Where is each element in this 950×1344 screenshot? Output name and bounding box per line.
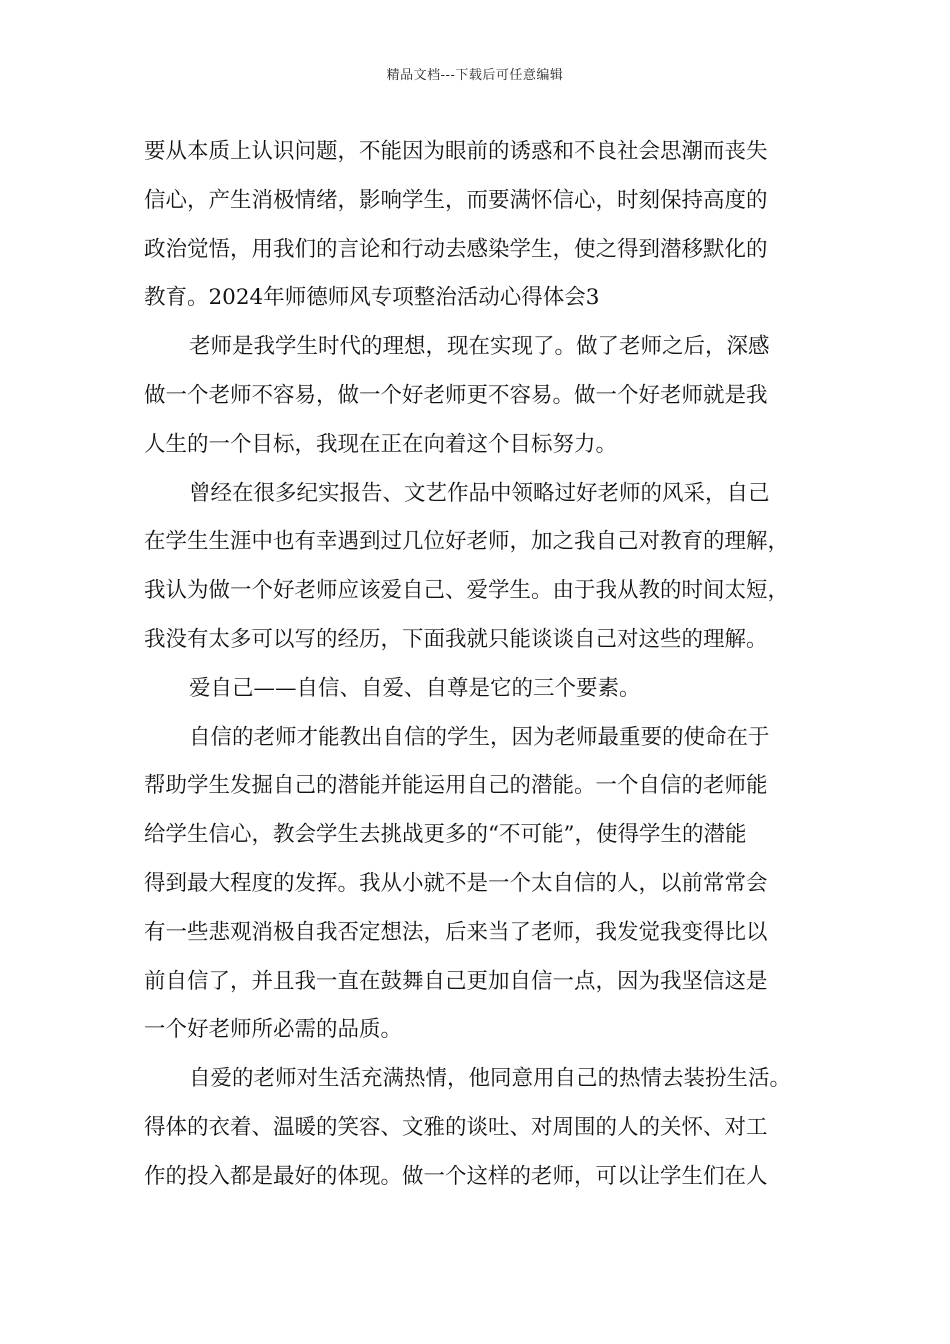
- text-line: 人生的一个目标，我现在正在向着这个目标努力。: [144, 431, 618, 457]
- text-line: 得到最大程度的发挥。我从小就不是一个太自信的人，以前常常会: [144, 870, 768, 896]
- text-line: 在学生生涯中也有幸遇到过几位好老师，加之我自己对教育的理解，: [144, 529, 790, 555]
- text-line: 教育。2024年师德师风专项整治活动心得体会3: [144, 285, 600, 311]
- text-line: 自信的老师才能教出自信的学生，因为老师最重要的使命在于: [189, 724, 770, 750]
- text-line: 做一个老师不容易，做一个好老师更不容易。做一个好老师就是我: [144, 382, 768, 408]
- text-line: 老师是我学生时代的理想，现在实现了。做了老师之后，深感: [189, 334, 770, 360]
- text-line: 作的投入都是最好的体现。做一个这样的老师，可以让学生们在人: [144, 1163, 768, 1189]
- document-body: [144, 128, 820, 1202]
- text-line: 我没有太多可以写的经历，下面我就只能谈谈自己对这些的理解。: [144, 626, 768, 652]
- text-line: 爱自己——自信、自爱、自尊是它的三个要素。: [189, 675, 641, 701]
- text-line: 政治觉悟，用我们的言论和行动去感染学生，使之得到潜移默化的: [144, 236, 768, 262]
- page-header: 精品文档---下载后可任意编辑: [386, 68, 564, 83]
- text-line: 信心，产生消极情绪，影响学生，而要满怀信心，时刻保持高度的: [144, 187, 768, 213]
- text-line: 要从本质上认识问题，不能因为眼前的诱惑和不良社会思潮而丧失: [144, 139, 768, 164]
- text-line: 我认为做一个好老师应该爱自己、爱学生。由于我从教的时间太短，: [144, 578, 790, 604]
- text-line: 前自信了，并且我一直在鼓舞自己更加自信一点，因为我坚信这是: [144, 968, 768, 994]
- text-line: 给学生信心，教会学生去挑战更多的“不可能”，使得学生的潜能: [144, 822, 747, 848]
- text-line: 得体的衣着、温暖的笑容、文雅的谈吐、对周围的人的关怀、对工: [144, 1114, 768, 1140]
- text-line: 帮助学生发掘自己的潜能并能运用自己的潜能。一个自信的老师能: [144, 773, 768, 799]
- text-line: 自爱的老师对生活充满热情，他同意用自己的热情去装扮生活。: [189, 1066, 792, 1092]
- text-line: 有一些悲观消极自我否定想法，后来当了老师，我发觉我变得比以: [144, 919, 768, 945]
- text-line: 曾经在很多纪实报告、文艺作品中领略过好老师的风采，自己: [189, 480, 770, 506]
- text-line: 一个好老师所必需的品质。: [144, 1017, 403, 1043]
